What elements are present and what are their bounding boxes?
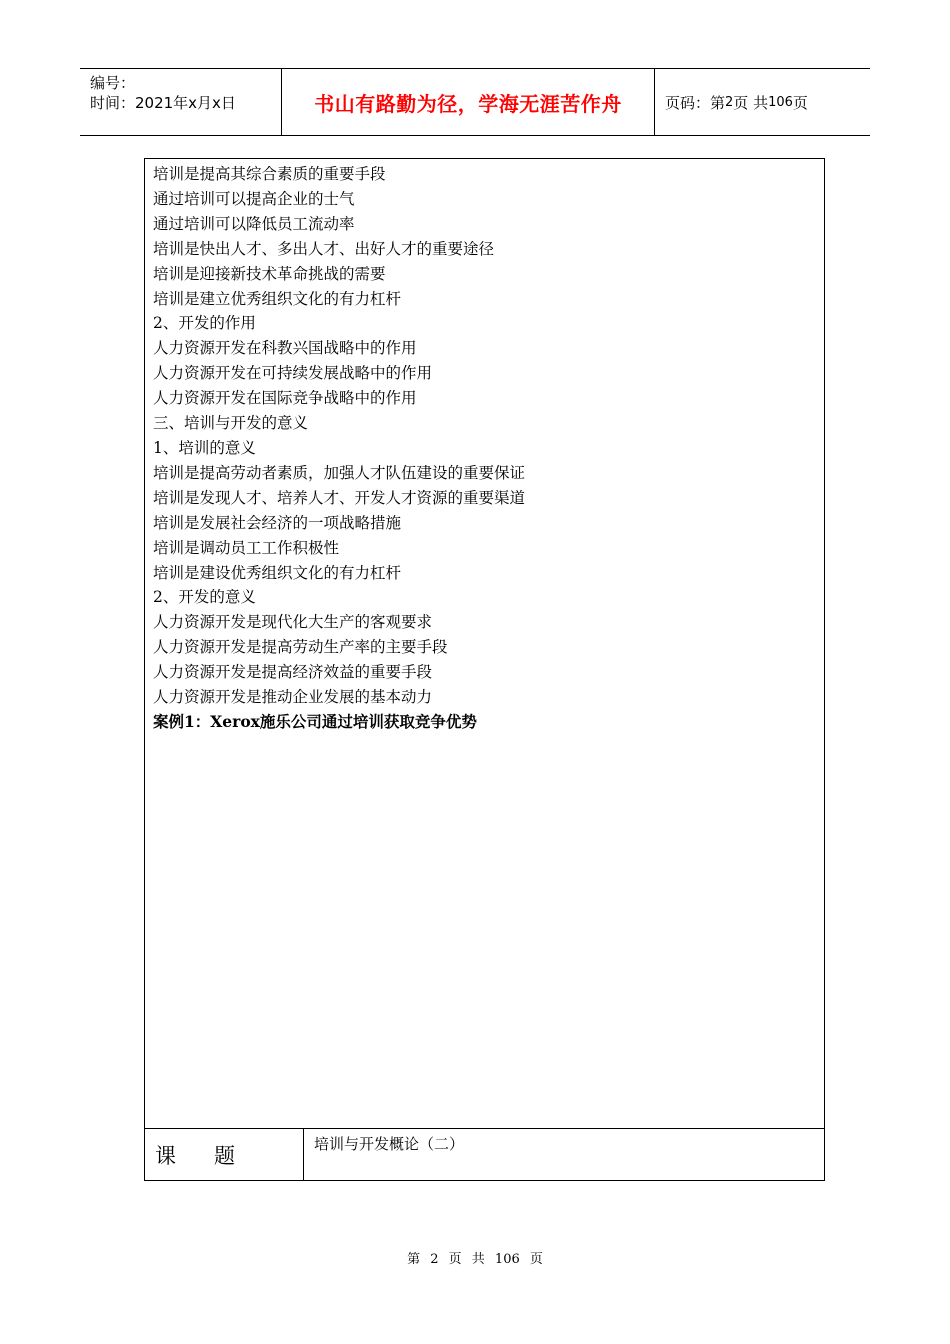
content-line: 人力资源开发是提高经济效益的重要手段	[153, 663, 433, 682]
content-line: 通过培训可以提高企业的士气	[153, 189, 355, 208]
page-current: 2	[725, 94, 734, 110]
number-label: 编号：	[90, 74, 136, 92]
header-meta	[80, 69, 281, 135]
header-motto-cell	[281, 69, 655, 135]
page-total: 106	[768, 94, 793, 110]
content-line: 人力资源开发是现代化大生产的客观要求	[153, 613, 433, 632]
content-line: 培训是发展社会经济的一项战略措施	[153, 513, 402, 532]
content-frame	[144, 158, 825, 1181]
date-label: 时间：2021年x月x日	[90, 94, 236, 112]
page-header	[80, 68, 870, 136]
topic-row	[145, 1128, 824, 1180]
header-page-info	[655, 69, 870, 135]
topic-value: 培训与开发概论（二）	[314, 1135, 465, 1153]
content-line: 通过培训可以降低员工流动率	[153, 214, 355, 233]
page-label: 页码：第	[665, 93, 726, 112]
content-line: 人力资源开发在科教兴国战略中的作用	[153, 339, 417, 358]
content-line: 培训是提高其综合素质的重要手段	[153, 165, 386, 183]
content-line: 人力资源开发在国际竞争战略中的作用	[153, 389, 417, 408]
section-heading: 2、开发的意义	[153, 588, 256, 607]
content-line: 培训是迎接新技术革命挑战的需要	[153, 264, 386, 283]
page-mid: 页 共	[733, 93, 769, 112]
content-line: 培训是发现人才、培养人才、开发人才资源的重要渠道	[153, 488, 526, 507]
content-line: 培训是快出人才、多出人才、出好人才的重要途径	[153, 239, 495, 258]
page-footer: 第 2 页 共 106 页	[407, 1252, 543, 1267]
page-suffix: 页	[792, 93, 808, 112]
content-line: 人力资源开发在可持续发展战略中的作用	[153, 364, 433, 383]
section-heading: 三、培训与开发的意义	[153, 414, 309, 433]
content-line: 培训是建立优秀组织文化的有力杠杆	[153, 289, 402, 308]
content-line: 培训是调动员工工作积极性	[153, 538, 340, 557]
content-line: 培训是提高劳动者素质，加强人才队伍建设的重要保证	[153, 463, 526, 482]
section-heading: 1、培训的意义	[153, 438, 256, 457]
motto-text: 书山有路勤为径，学海无涯苦作舟	[314, 91, 622, 116]
case-title: 案例1：Xerox施乐公司通过培训获取竞争优势	[153, 711, 477, 731]
content-line: 培训是建设优秀组织文化的有力杠杆	[153, 563, 402, 582]
section-heading: 2、开发的作用	[153, 314, 256, 333]
topic-label: 课题	[145, 1129, 304, 1180]
content-line: 人力资源开发是推动企业发展的基本动力	[153, 688, 433, 707]
content-line: 人力资源开发是提高劳动生产率的主要手段	[153, 638, 448, 657]
content-body	[153, 162, 816, 735]
